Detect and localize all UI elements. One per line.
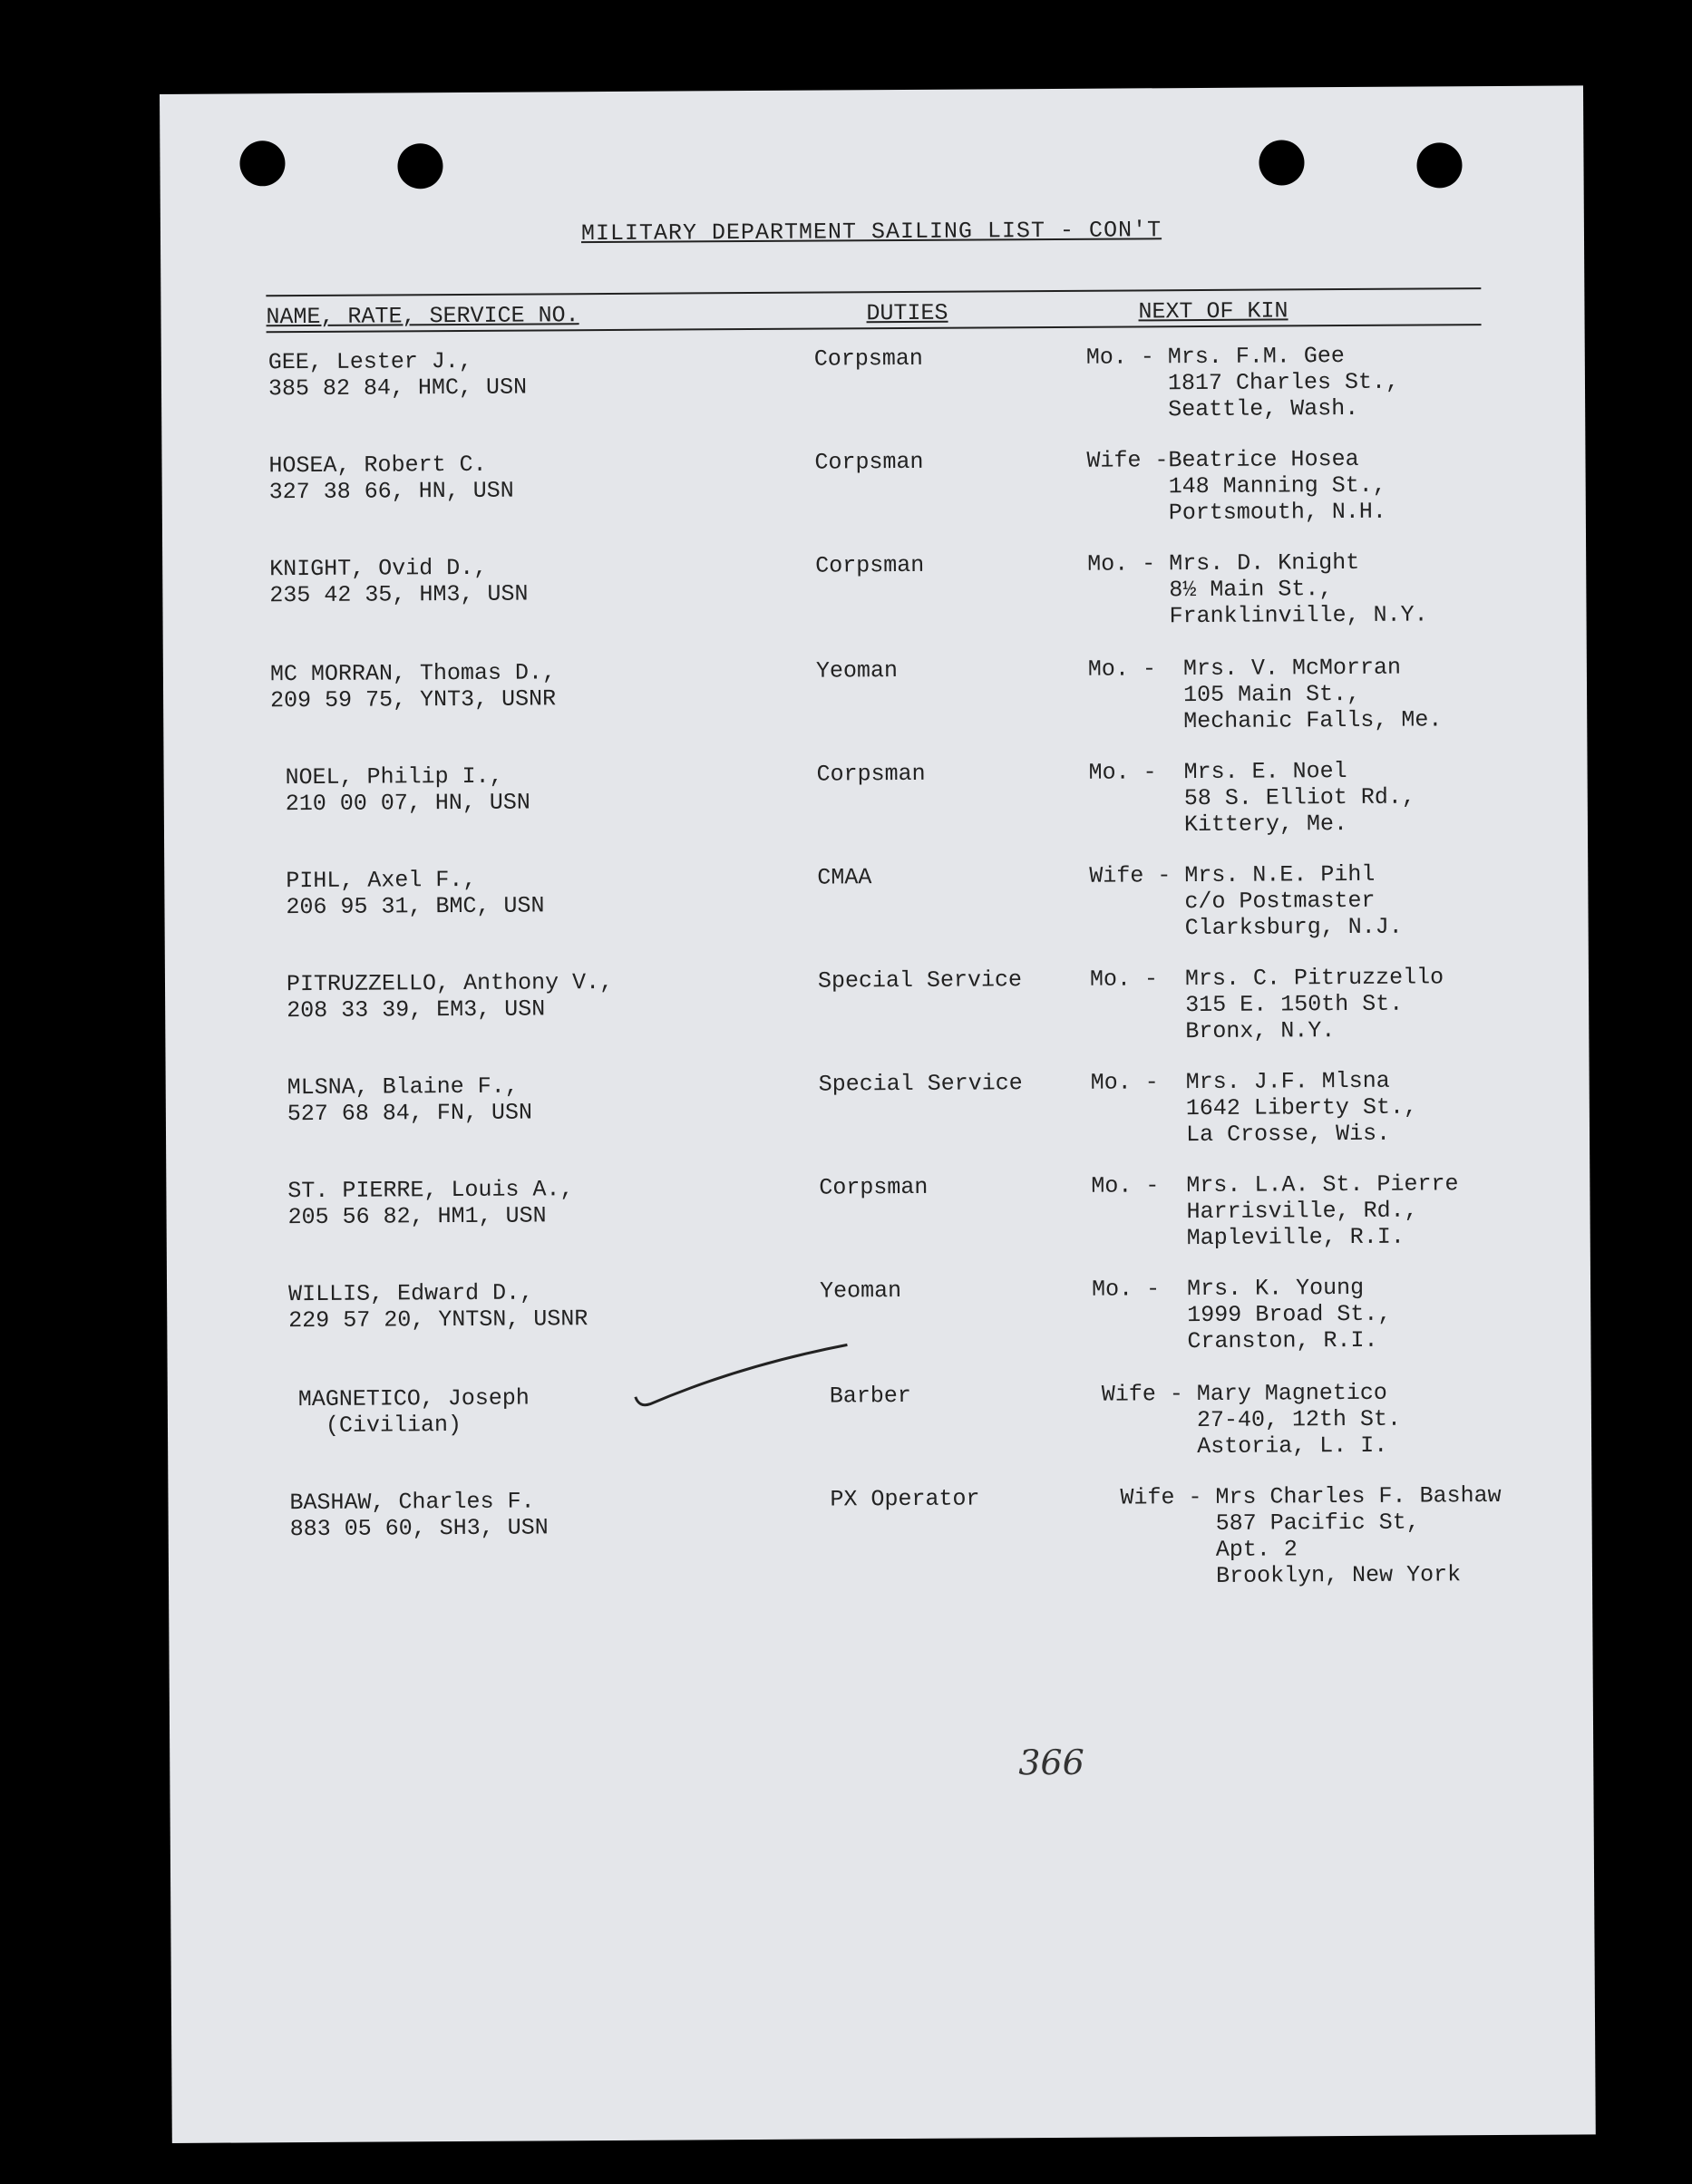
list-item [164, 756, 1589, 865]
duty: Corpsman [816, 760, 926, 788]
person-name-rate-service: KNIGHT, Ovid D., 235 42 35, HM3, USN [269, 554, 529, 609]
duty: PX Operator [830, 1485, 980, 1513]
list-item [167, 1273, 1591, 1382]
next-of-kin: Wife - Mrs. N.E. Pihl c/o Postmaster Clarksburg, N.J. [1089, 860, 1403, 942]
list-item [162, 548, 1587, 656]
duty: Barber [829, 1382, 911, 1410]
list-item [164, 859, 1589, 968]
column-header-duties: DUTIES [866, 299, 948, 327]
punch-hole [239, 141, 285, 186]
person-name-rate-service: GEE, Lester J., 385 82 84, HMC, USN [267, 347, 528, 403]
next-of-kin: Mo. - Mrs. J.F. Mlsna 1642 Liberty St., La Crosse, Wis. [1090, 1067, 1418, 1149]
person-name-rate-service: MC MORRAN, Thomas D., 209 59 75, YNT3, USNR [269, 659, 557, 714]
duty: Corpsman [813, 345, 923, 373]
next-of-kin: Mo. - Mrs. K. Young 1999 Broad St., Cranston, R.I. [1091, 1274, 1392, 1355]
list-item [168, 1481, 1592, 1590]
duty: Corpsman [814, 448, 924, 476]
next-of-kin: Mo. - Mrs. V. McMorran 105 Main St., Mechanic Falls, Me. [1087, 654, 1443, 735]
duty: Corpsman [815, 551, 925, 579]
list-item [161, 444, 1586, 553]
check-mark-icon [631, 1339, 859, 1422]
next-of-kin: Mo. - Mrs. F.M. Gee 1817 Charles St., Seattle, Wash. [1085, 343, 1400, 423]
person-name-rate-service: NOEL, Philip I., 210 00 07, HN, USN [285, 762, 530, 818]
person-name-rate-service: MLSNA, Blaine F., 527 68 84, FN, USN [287, 1073, 533, 1128]
list-item [166, 1170, 1590, 1278]
duty: Yeoman [815, 657, 899, 684]
duty: CMAA [817, 864, 872, 891]
person-name-rate-service: HOSEA, Robert C. 327 38 66, HN, USN [268, 451, 514, 506]
list-item [163, 653, 1588, 762]
page-title: MILITARY DEPARTMENT SAILING LIST - CON'T [580, 217, 1162, 248]
punch-hole [397, 143, 442, 189]
duty: Yeoman [819, 1277, 902, 1305]
column-header-name: NAME, RATE, SERVICE NO. [266, 302, 579, 331]
next-of-kin: Mo. - Mrs. C. Pitruzzello 315 E. 150th St. Bronx, N.Y. [1089, 964, 1444, 1045]
next-of-kin: Mo. - Mrs. D. Knight 8½ Main St., Franklinville, N.Y. [1087, 548, 1428, 630]
duty: Special Service [818, 1070, 1023, 1098]
next-of-kin: Wife - Mrs Charles F. Bashaw 587 Pacific St, Apt. 2 Brooklyn, New York [1120, 1481, 1502, 1590]
person-name-rate-service: ST. PIERRE, Louis A., 205 56 82, HM1, USN [287, 1176, 574, 1231]
person-name-rate-service: MAGNETICO, Joseph (Civilian) [297, 1384, 530, 1440]
next-of-kin: Mo. - Mrs. E. Noel 58 S. Elliot Rd., Kittery, Me. [1088, 758, 1415, 839]
next-of-kin: Mo. - Mrs. L.A. St. Pierre Harrisville, Rd., Mapleville, R.I. [1091, 1170, 1459, 1252]
list-item [165, 963, 1590, 1072]
page-number: 366 [1018, 1742, 1084, 1783]
next-of-kin: Wife -Beatrice Hosea 148 Manning St., Portsmouth, N.H. [1086, 445, 1386, 527]
list-item [161, 341, 1586, 450]
duty: Special Service [817, 966, 1023, 995]
duty: Corpsman [819, 1173, 929, 1201]
next-of-kin: Wife - Mary Magnetico 27-40, 12th St. Astoria, L. I. [1101, 1379, 1402, 1461]
person-name-rate-service: PITRUZZELLO, Anthony V., 208 33 39, EM3, USN [286, 968, 614, 1024]
person-name-rate-service: BASHAW, Charles F. 883 05 60, SH3, USN [289, 1488, 549, 1543]
list-item [168, 1378, 1592, 1487]
document-page [160, 85, 1596, 2143]
person-name-rate-service: WILLIS, Edward D., 229 57 20, YNTSN, USNR [287, 1279, 588, 1335]
person-name-rate-service: PIHL, Axel F., 206 95 31, BMC, USN [286, 866, 545, 921]
column-header-kin: NEXT OF KIN [1138, 297, 1288, 325]
punch-hole [1416, 142, 1462, 188]
punch-hole [1259, 140, 1304, 185]
header-rule [266, 287, 1481, 296]
list-item [166, 1066, 1590, 1175]
